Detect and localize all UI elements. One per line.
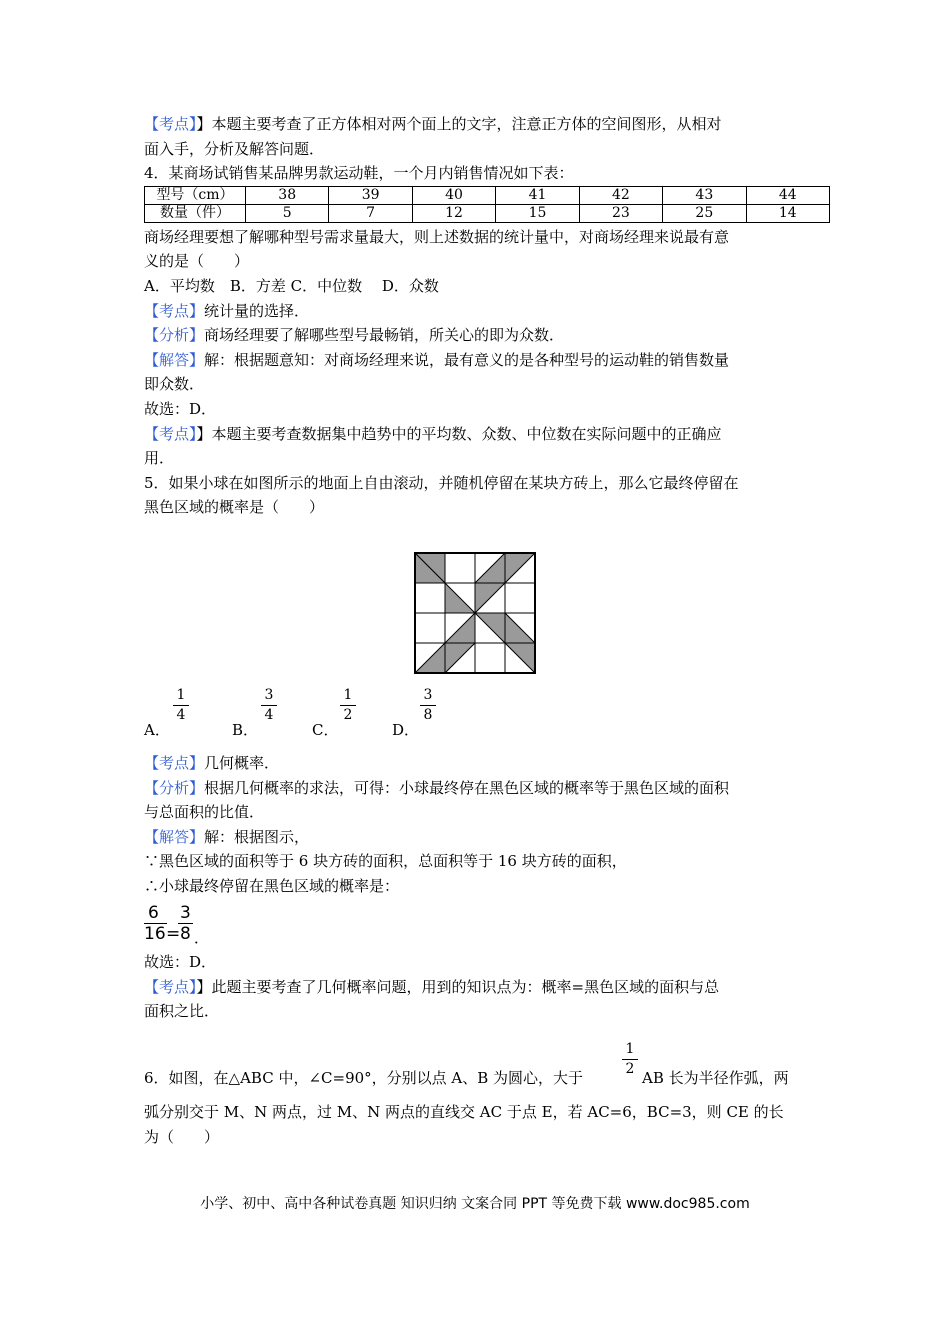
- table-cell: 44: [746, 186, 829, 204]
- q4-kaodian2-l2: 用．: [144, 449, 175, 468]
- fraction: $\frac{3}{4}$: [261, 686, 277, 724]
- table-cell: 41: [496, 186, 579, 204]
- dark-triangle: [475, 613, 505, 643]
- q4-line2: 义的是（ ）: [144, 252, 250, 271]
- dark-triangle: [445, 613, 475, 643]
- dark-triangle: [505, 553, 535, 583]
- q4-jieda: 【解答】解：根据题意知：对商场经理来说，最有意义的是各种型号的运动鞋的销售数量: [144, 350, 730, 369]
- page-footer: 小学、初中、高中各种试卷真题 知识归纳 文案合同 PPT 等免费下载 www.doc985.com: [200, 1196, 750, 1212]
- table-cell: 12: [412, 204, 495, 222]
- q4-kaodian2: 【考点】】本题主要考查数据集中趋势中的平均数、众数、中位数在实际问题中的正确应: [144, 424, 722, 443]
- sales-table: [144, 186, 830, 223]
- q6-line3: 为（ ）: [144, 1128, 220, 1146]
- p1-line1: 【考点】】本题主要考查了正方体相对两个面上的文字，注意正方体的空间图形，从相对: [144, 115, 722, 133]
- q5-jieda-l2: ∵黑色区域的面积等于 6 块方砖的面积，总面积等于 16 块方砖的面积，: [144, 852, 627, 871]
- table-cell: 42: [579, 186, 662, 204]
- q6-line1b: AB 长为半径作弧，两: [642, 1069, 789, 1087]
- p1-line2: 面入手，分析及解答问题．: [144, 139, 325, 158]
- fraction: $\frac{1}{4}$: [173, 686, 189, 724]
- table-cell: 7: [329, 204, 412, 222]
- table-row: [145, 204, 830, 222]
- table-cell: 39: [329, 186, 412, 204]
- q6-line1: 6．如图，在△ABC 中，∠C=90°，分别以点 A、B 为圆心，大于: [144, 1069, 584, 1087]
- q4-answer: 故选：D．: [144, 399, 217, 418]
- q4-jieda-l2: 即众数．: [144, 375, 205, 394]
- dark-triangle: [445, 583, 475, 613]
- dark-triangle: [415, 643, 445, 673]
- table-row: [145, 186, 830, 204]
- dark-triangle: [505, 643, 535, 673]
- dark-triangle: [505, 613, 535, 643]
- table-cell: 25: [663, 204, 746, 222]
- table-header-size: 型号（cm）: [145, 186, 246, 204]
- table-cell: 43: [663, 186, 746, 204]
- q5-jieda-l3: ∴小球最终停留在黑色区域的概率是：: [144, 876, 400, 895]
- table-cell: 40: [412, 186, 495, 204]
- tag-kaodian: 【考点】: [144, 115, 197, 133]
- dark-triangle: [475, 553, 505, 583]
- fraction: $\frac{3}{8}$: [420, 686, 436, 724]
- q5-fenxi: 【分析】根据几何概率的求法，可得：小球最终停在黑色区域的概率等于黑色区域的面积: [144, 778, 730, 797]
- q4-fenxi: 【分析】商场经理要了解哪些型号最畅销，所关心的即为众数．: [144, 326, 565, 345]
- q5-conclusion: [144, 950, 814, 1024]
- table-cell: 14: [746, 204, 829, 222]
- q5-line1: 5．如果小球在如图所示的地面上自由滚动，并随机停留在某块方砖上，那么它最终停留在: [144, 473, 739, 492]
- q5-kaodian2: 【考点】】此题主要考查了几何概率问题，用到的知识点为：概率=黑色区域的面积与总: [144, 977, 720, 996]
- table-cell: 15: [496, 204, 579, 222]
- dark-triangle: [445, 643, 475, 673]
- q5-line2: 黑色区域的概率是（ ）: [144, 498, 325, 517]
- q5-solution: [144, 751, 814, 899]
- q5-fenxi-l2: 与总面积的比值．: [144, 803, 265, 822]
- q4-kaodian: 【考点】统计量的选择．: [144, 301, 310, 320]
- fraction: $\frac{1}{2}$: [340, 686, 356, 724]
- q5-answer: 故选：D．: [144, 953, 217, 971]
- table-cell: 5: [246, 204, 329, 222]
- q4-options: A．平均数 B．方差 C．中位数 D．众数: [144, 276, 439, 295]
- q5-jieda: 【解答】解：根据图示，: [144, 827, 310, 846]
- page-content: [144, 112, 814, 520]
- q6-line2: 弧分别交于 M、N 两点，过 M、N 两点的直线交 AC 于点 E，若 AC=6，BC=3，则 CE 的长: [144, 1103, 784, 1121]
- q5-kaodian: 【考点】几何概率．: [144, 754, 280, 772]
- table-header-count: 数量（件）: [145, 204, 246, 222]
- table-cell: 38: [246, 186, 329, 204]
- q5-kaodian2-l2: 面积之比．: [144, 1002, 220, 1021]
- fraction-half: 1 2: [622, 1040, 638, 1079]
- dark-triangle: [475, 583, 505, 613]
- q4-stem: 4．某商场试销售某品牌男款运动鞋，一个月内销售情况如下表：: [144, 164, 574, 183]
- table-cell: 23: [579, 204, 662, 222]
- tile-figure: [413, 551, 537, 675]
- q5-options: A． $\frac{1}{4}$ B． $\frac{3}{4}$ C． $\frac{1}{2}$ D． $\frac{3}{8}$: [144, 686, 564, 738]
- q4-line1: 商场经理要想了解哪种型号需求量最大，则上述数据的统计量中，对商场经理来说最有意: [144, 227, 730, 246]
